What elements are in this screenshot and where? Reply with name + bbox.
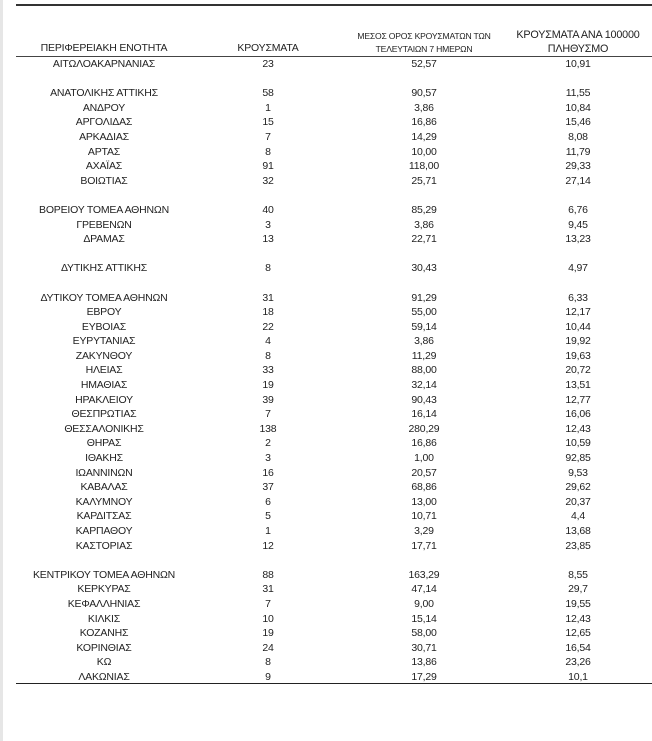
cell-per100k: 29,33 [565,160,591,173]
cell-region-name: ΑΡΤΑΣ [87,145,121,158]
cell-avg7: 280,29 [408,422,440,435]
header-per100k [500,28,652,56]
table-row [16,641,652,656]
cell-region-name: ΛΑΚΩΝΙΑΣ [78,670,130,683]
cell-region-name: ΖΑΚΥΝΘΟΥ [75,349,133,362]
cell-region-name: ΓΡΕΒΕΝΩΝ [76,218,132,231]
cell-per100k: 10,59 [565,437,591,450]
cell-per100k: 8,08 [568,130,588,143]
cell-region-name: ΒΟΡΕΙΟΥ ΤΟΜΕΑ ΑΘΗΝΩΝ [39,203,169,216]
cell-region-name: ΙΩΑΝΝΙΝΩΝ [75,466,133,479]
cell-avg7: 90,57 [411,87,437,100]
cell-avg7: 17,71 [411,539,437,552]
cell-cases: 33 [262,364,274,377]
cell-region-name: ΘΕΣΣΑΛΟΝΙΚΗΣ [64,422,144,435]
table-row [16,305,652,320]
table-row [16,509,652,524]
cell-cases: 7 [265,597,271,610]
table-bottom-rule [16,683,652,684]
cell-region-name: ΙΘΑΚΗΣ [85,452,123,465]
cell-region-name: ΗΛΕΙΑΣ [85,364,123,377]
header-cases: ΚΡΟΥΣΜΑΤΑ [237,42,299,54]
cell-avg7: 16,86 [411,437,437,450]
table-row [16,174,652,189]
cell-cases: 1 [265,101,271,114]
cell-cases: 19 [262,379,274,392]
cell-per100k: 19,55 [565,597,591,610]
header-per100k-line2: ΠΛΗΘΥΣΜΟ [547,43,609,55]
cell-per100k: 23,26 [565,656,591,669]
cell-region-name: ΚΑΒΑΛΑΣ [80,481,128,494]
cell-cases: 24 [262,641,274,654]
cell-per100k: 9,53 [568,466,588,479]
cell-region-name: ΗΜΑΘΙΑΣ [80,379,128,392]
table-row [16,203,652,218]
cell-region-name: ΗΡΑΚΛΕΙΟΥ [75,393,133,406]
cell-region-name: ΑΡΓΟΛΙΔΑΣ [75,116,133,129]
cell-region-name: ΕΥΡΥΤΑΝΙΑΣ [72,335,136,348]
table-body [16,57,652,685]
cell-avg7: 47,14 [411,583,437,596]
table-row [16,612,652,627]
cell-cases: 12 [262,539,274,552]
cell-per100k: 29,7 [568,583,588,596]
cell-avg7: 91,29 [411,291,437,304]
table-row [16,145,652,160]
table-spacer-row [16,247,652,262]
cell-cases: 19 [262,627,274,640]
cell-cases: 2 [265,437,271,450]
cell-avg7: 15,14 [411,612,437,625]
cell-cases: 1 [265,525,271,537]
cell-region-name: ΚΑΡΠΑΘΟΥ [75,525,133,537]
cell-cases: 13 [262,233,274,246]
cell-avg7: 58,00 [411,627,437,640]
cell-region-name: ΚΕΡΚΥΡΑΣ [77,583,131,596]
header-avg7-line2: ΤΕΛΕΥΤΑΙΩΝ 7 ΗΜΕΡΩΝ [375,44,473,54]
table-row [16,422,652,437]
table-row [16,159,652,174]
cell-avg7: 13,00 [411,495,437,508]
cell-per100k: 13,68 [565,525,591,537]
cell-region-name: ΑΝΑΤΟΛΙΚΗΣ ΑΤΤΙΚΗΣ [50,87,158,100]
cell-per100k: 16,54 [565,641,591,654]
cell-avg7: 17,29 [411,670,437,683]
header-per100k-line1: ΚΡΟΥΣΜΑΤΑ ΑΝΑ 100000 [516,29,640,41]
cell-cases: 8 [265,145,271,158]
table-row [16,363,652,378]
cell-cases: 10 [262,612,274,625]
cell-avg7: 30,71 [411,641,437,654]
cell-per100k: 8,55 [568,568,588,581]
cell-region-name: ΑΡΚΑΔΙΑΣ [79,130,129,143]
cell-avg7: 3,86 [414,218,434,231]
cell-avg7: 13,86 [411,656,437,669]
cell-cases: 7 [265,130,271,143]
cell-per100k: 15,46 [565,116,591,129]
cell-per100k: 12,17 [565,306,591,319]
cell-per100k: 16,06 [565,408,591,421]
cell-cases: 5 [265,510,271,523]
cell-avg7: 3,86 [414,101,434,114]
cell-cases: 8 [265,262,271,275]
cell-avg7: 20,57 [411,466,437,479]
cell-cases: 6 [265,495,271,508]
cell-region-name: ΚΙΛΚΙΣ [87,612,121,625]
cell-avg7: 22,71 [411,233,437,246]
cell-per100k: 6,33 [568,291,588,304]
cell-avg7: 1,00 [414,452,434,465]
cell-cases: 91 [262,160,274,173]
table-row [16,407,652,422]
cell-region-name: ΑΧΑΪΑΣ [85,160,123,173]
cell-avg7: 163,29 [408,568,440,581]
cell-avg7: 85,29 [411,203,437,216]
table-row [16,86,652,101]
cell-region-name: ΚΑΛΥΜΝΟΥ [75,495,133,508]
cell-cases: 3 [265,452,271,465]
cell-cases: 88 [262,568,274,581]
cell-per100k: 12,43 [565,612,591,625]
table-row [16,130,652,145]
cell-per100k: 20,72 [565,364,591,377]
cell-per100k: 13,23 [565,233,591,246]
table-spacer-row [16,553,652,568]
cell-region-name: ΚΩ [96,656,112,669]
cell-cases: 3 [265,218,271,231]
cell-avg7: 118,00 [408,160,440,173]
cell-cases: 9 [265,670,271,683]
cell-region-name: ΕΒΡΟΥ [86,306,122,319]
cell-per100k: 29,62 [565,481,591,494]
cell-region-name: ΔΡΑΜΑΣ [83,233,125,246]
cell-cases: 138 [259,422,277,435]
table-row [16,436,652,451]
cell-per100k: 9,45 [568,218,588,231]
cell-avg7: 25,71 [411,174,437,187]
table-row [16,320,652,335]
table-spacer-row [16,276,652,291]
cell-cases: 7 [265,408,271,421]
cell-cases: 8 [265,349,271,362]
cell-cases: 4 [265,335,271,348]
cell-per100k: 27,14 [565,174,591,187]
cell-avg7: 32,14 [411,379,437,392]
cell-per100k: 6,76 [568,203,588,216]
cell-cases: 18 [262,306,274,319]
cell-per100k: 4,97 [568,262,588,275]
cell-cases: 37 [262,481,274,494]
table-row [16,582,652,597]
cell-avg7: 88,00 [411,364,437,377]
cell-per100k: 4,4 [571,510,585,523]
cell-avg7: 59,14 [411,320,437,333]
table-row [16,495,652,510]
cell-avg7: 90,43 [411,393,437,406]
cell-avg7: 16,86 [411,116,437,129]
cell-avg7: 3,29 [414,525,434,537]
cell-region-name: ΑΝΔΡΟΥ [82,101,126,114]
table-row [16,393,652,408]
table-row [16,451,652,466]
cell-region-name: ΚΑΡΔΙΤΣΑΣ [76,510,132,523]
table-row [16,568,652,583]
cell-per100k: 12,43 [565,422,591,435]
table-row [16,539,652,554]
cell-per100k: 10,84 [565,101,591,114]
table-spacer-row [16,188,652,203]
cell-avg7: 10,00 [411,145,437,158]
cell-per100k: 11,55 [565,87,591,100]
cell-avg7: 52,57 [411,58,437,70]
cell-avg7: 11,29 [411,349,437,362]
table-row [16,466,652,481]
cell-per100k: 23,85 [565,539,591,552]
cell-cases: 32 [262,174,274,187]
table-row [16,291,652,306]
cell-per100k: 19,63 [565,349,591,362]
cell-cases: 15 [262,116,274,129]
cell-cases: 16 [262,466,274,479]
cell-avg7: 3,86 [414,335,434,348]
cell-region-name: ΑΙΤΩΛΟΑΚΑΡΝΑΝΙΑΣ [52,58,156,70]
table-row [16,378,652,393]
cell-avg7: 68,86 [411,481,437,494]
cell-region-name: ΕΥΒΟΙΑΣ [81,320,127,333]
cell-per100k: 11,79 [565,145,591,158]
cell-region-name: ΒΟΙΩΤΙΑΣ [80,174,128,187]
cell-avg7: 9,00 [414,597,434,610]
cell-avg7: 16,14 [411,408,437,421]
cell-region-name: ΔΥΤΙΚΟΥ ΤΟΜΕΑ ΑΘΗΝΩΝ [40,291,168,304]
cell-cases: 31 [262,291,274,304]
table-row [16,232,652,247]
table-row [16,115,652,130]
cell-per100k: 10,44 [565,320,591,333]
table-spacer-row [16,72,652,87]
cell-region-name: ΚΟΖΑΝΗΣ [79,627,129,640]
cell-region-name: ΘΗΡΑΣ [86,437,122,450]
cell-cases: 22 [262,320,274,333]
cell-avg7: 55,00 [411,306,437,319]
page-left-border [0,0,3,741]
table-row [16,334,652,349]
cell-cases: 23 [262,58,274,70]
table-row [16,626,652,641]
cell-region-name: ΔΥΤΙΚΗΣ ΑΤΤΙΚΗΣ [60,262,148,275]
cell-cases: 58 [262,87,274,100]
cell-per100k: 19,92 [565,335,591,348]
table-row [16,101,652,116]
table-row [16,261,652,276]
cell-cases: 8 [265,656,271,669]
cell-cases: 40 [262,203,274,216]
header-avg7 [334,30,514,56]
cell-per100k: 20,37 [565,495,591,508]
cell-region-name: ΘΕΣΠΡΩΤΙΑΣ [71,408,137,421]
cell-region-name: ΚΕΝΤΡΙΚΟΥ ΤΟΜΕΑ ΑΘΗΝΩΝ [32,568,176,581]
table-top-rule [16,4,652,6]
cell-region-name: ΚΕΦΑΛΛΗΝΙΑΣ [67,597,141,610]
table-row [16,349,652,364]
table-row [16,480,652,495]
cell-per100k: 10,91 [565,58,591,70]
cell-avg7: 14,29 [411,130,437,143]
cell-avg7: 10,71 [411,510,437,523]
header-region: ΠΕΡΙΦΕΡΕΙΑΚΗ ΕΝΟΤΗΤΑ [40,42,168,54]
cell-cases: 39 [262,393,274,406]
header-avg7-line1: ΜΕΣΟΣ ΟΡΟΣ ΚΡΟΥΣΜΑΤΩΝ ΤΩΝ [357,31,491,41]
cell-per100k: 12,65 [565,627,591,640]
cell-per100k: 10,1 [568,670,588,683]
table-row [16,524,652,539]
cell-per100k: 12,77 [565,393,591,406]
cell-region-name: ΚΑΣΤΟΡΙΑΣ [75,539,133,552]
cell-per100k: 13,51 [565,379,591,392]
table-row [16,597,652,612]
cell-cases: 31 [262,583,274,596]
table-row [16,218,652,233]
cell-region-name: ΚΟΡΙΝΘΙΑΣ [76,641,132,654]
table-row [16,655,652,670]
cell-avg7: 30,43 [411,262,437,275]
cell-per100k: 92,85 [565,452,591,465]
table-row [16,57,652,72]
